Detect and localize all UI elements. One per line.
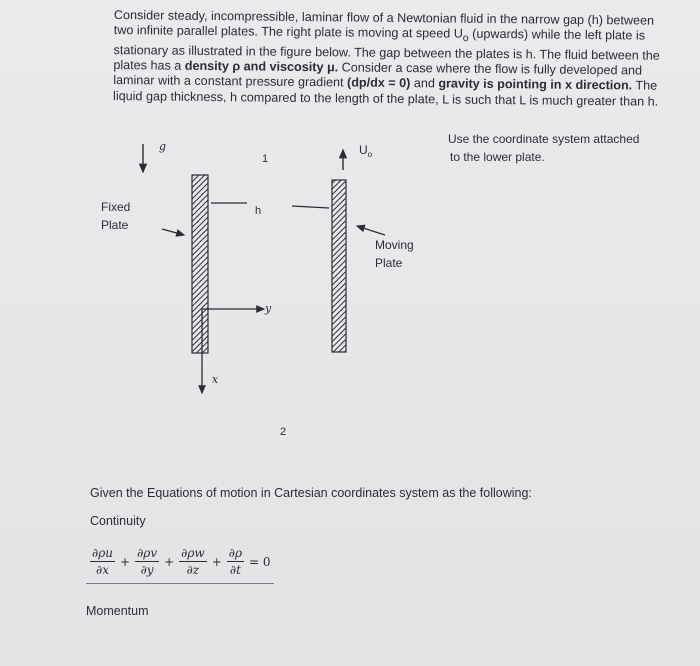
h-dimension-right <box>292 206 329 208</box>
h-label: h <box>255 205 262 217</box>
continuity-label: Continuity <box>90 514 146 528</box>
coordinate-note: Use the coordinate system attached to the lower plate. <box>448 132 640 164</box>
continuity-equation: $\frac{\partial\rho u}{\partial x}$ + $\frac{\partial\rho v}{\partial y}$ + $\frac{\partial\rho w}{\partial z}$ + $\frac{\partial\rho}{\partial t}$ = 0 <box>92 546 271 577</box>
term-3: $\frac{\partial\rho w}{\partial z}$ <box>181 546 205 577</box>
momentum-label: Momentum <box>86 604 149 618</box>
gravity-label: g <box>159 140 167 153</box>
uo-label: $U_o$ <box>359 143 373 159</box>
moving-plate-pointer <box>357 226 385 235</box>
term-4: $\frac{\partial\rho}{\partial t}$ <box>228 546 243 577</box>
x-axis-label: x <box>212 373 219 386</box>
marker-1: 1 <box>262 153 269 165</box>
y-axis-label: y <box>265 302 272 315</box>
moving-plate <box>332 180 346 352</box>
equation-rhs: = 0 <box>249 554 271 569</box>
marker-2: 2 <box>280 426 287 438</box>
fixed-plate-pointer <box>162 229 184 235</box>
equation-underline <box>86 583 274 584</box>
term-2: $\frac{\partial\rho v}{\partial y}$ <box>137 546 158 577</box>
moving-plate-label: Moving Plate <box>375 238 414 270</box>
problem-statement: Consider steady, incompressible, laminar flow of a Newtonian fluid in the narrow gap (h) between two infinite parallel plates. The right plate is moving at speed $U_o$ (upwards) while the left plate is stationary as illustrated in the figure below. The gap between the plates is h. The fluid between the plates has a density ρ and viscosity μ. Consider a case where the flow is fully developed and laminar with a constant pressure gradient (dp/dx = 0) and gravity is pointing in x direction. The liquid gap thickness, h compared to the length of the plate, L is such that L is much greater than h. <box>113 8 660 109</box>
fixed-plate <box>192 175 208 353</box>
term-1: $\frac{\partial\rho u}{\partial x}$ <box>92 546 113 577</box>
fixed-plate-label: Fixed Plate <box>101 200 131 232</box>
given-text: Given the Equations of motion in Cartesian coordinates system as the following: <box>90 486 532 500</box>
